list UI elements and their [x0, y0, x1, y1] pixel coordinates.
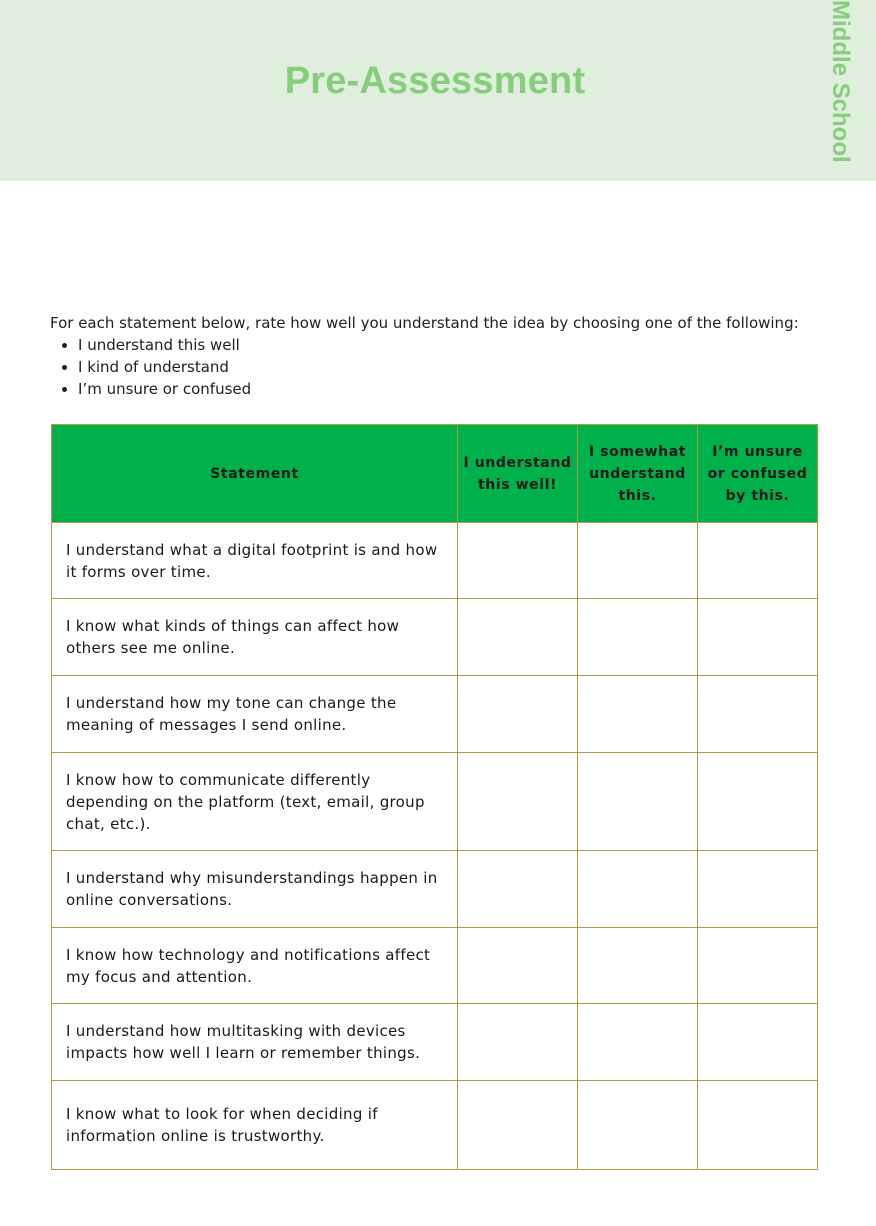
statement-cell: I understand how my tone can change the meaning of messages I send online.	[52, 676, 458, 753]
rating-cell-unsure[interactable]	[698, 1081, 818, 1170]
rating-cell-unsure[interactable]	[698, 851, 818, 928]
rating-cell-somewhat-understand[interactable]	[578, 1004, 698, 1081]
rating-cell-somewhat-understand[interactable]	[578, 928, 698, 1004]
rating-cell-unsure[interactable]	[698, 523, 818, 599]
rating-options-list	[50, 334, 840, 400]
table-row	[52, 523, 818, 599]
rating-cell-somewhat-understand[interactable]	[578, 851, 698, 928]
rating-cell-somewhat-understand[interactable]	[578, 1081, 698, 1170]
column-header-statement: Statement	[52, 425, 458, 523]
assessment-table	[51, 424, 818, 1170]
table-row	[52, 851, 818, 928]
table-row	[52, 928, 818, 1004]
table-row	[52, 599, 818, 676]
instructions	[50, 312, 840, 400]
column-header-somewhat-understand: I somewhat understand this.	[578, 425, 698, 523]
rating-cell-unsure[interactable]	[698, 599, 818, 676]
statement-cell: I understand what a digital footprint is and how it forms over time.	[52, 523, 458, 599]
grade-level-label: Middle School	[827, 0, 854, 163]
rating-option: • I understand this well	[78, 334, 840, 356]
statement-cell: I know what to look for when deciding if information online is trustworthy.	[52, 1081, 458, 1170]
statement-cell: I know how technology and notifications affect my focus and attention.	[52, 928, 458, 1004]
statement-cell: I understand how multitasking with devices impacts how well I learn or remember things.	[52, 1004, 458, 1081]
rating-cell-understand-well[interactable]	[458, 851, 578, 928]
rating-cell-understand-well[interactable]	[458, 928, 578, 1004]
rating-cell-somewhat-understand[interactable]	[578, 599, 698, 676]
column-header-unsure: I’m unsure or confused by this.	[698, 425, 818, 523]
statement-cell: I know how to communicate differently depending on the platform (text, email, group chat, etc.).	[52, 753, 458, 851]
instructions-text: For each statement below, rate how well you understand the idea by choosing one of the following:	[50, 314, 799, 332]
table-row	[52, 676, 818, 753]
rating-cell-unsure[interactable]	[698, 928, 818, 1004]
rating-cell-understand-well[interactable]	[458, 599, 578, 676]
statement-cell: I know what kinds of things can affect how others see me online.	[52, 599, 458, 676]
header-banner	[0, 0, 876, 181]
rating-cell-unsure[interactable]	[698, 753, 818, 851]
rating-cell-unsure[interactable]	[698, 1004, 818, 1081]
column-header-understand-well: I understand this well!	[458, 425, 578, 523]
rating-cell-understand-well[interactable]	[458, 676, 578, 753]
statement-cell: I understand why misunderstandings happen in online conversations.	[52, 851, 458, 928]
rating-option: • I kind of understand	[78, 356, 840, 378]
rating-cell-somewhat-understand[interactable]	[578, 753, 698, 851]
page-title: Pre-Assessment	[284, 60, 586, 102]
table-row	[52, 1004, 818, 1081]
rating-cell-somewhat-understand[interactable]	[578, 523, 698, 599]
rating-cell-somewhat-understand[interactable]	[578, 676, 698, 753]
rating-cell-unsure[interactable]	[698, 676, 818, 753]
table-header-row	[52, 425, 818, 523]
table-row	[52, 1081, 818, 1170]
rating-option: • I’m unsure or confused	[78, 378, 840, 400]
rating-cell-understand-well[interactable]	[458, 1004, 578, 1081]
rating-cell-understand-well[interactable]	[458, 1081, 578, 1170]
rating-cell-understand-well[interactable]	[458, 523, 578, 599]
rating-cell-understand-well[interactable]	[458, 753, 578, 851]
table-row	[52, 753, 818, 851]
